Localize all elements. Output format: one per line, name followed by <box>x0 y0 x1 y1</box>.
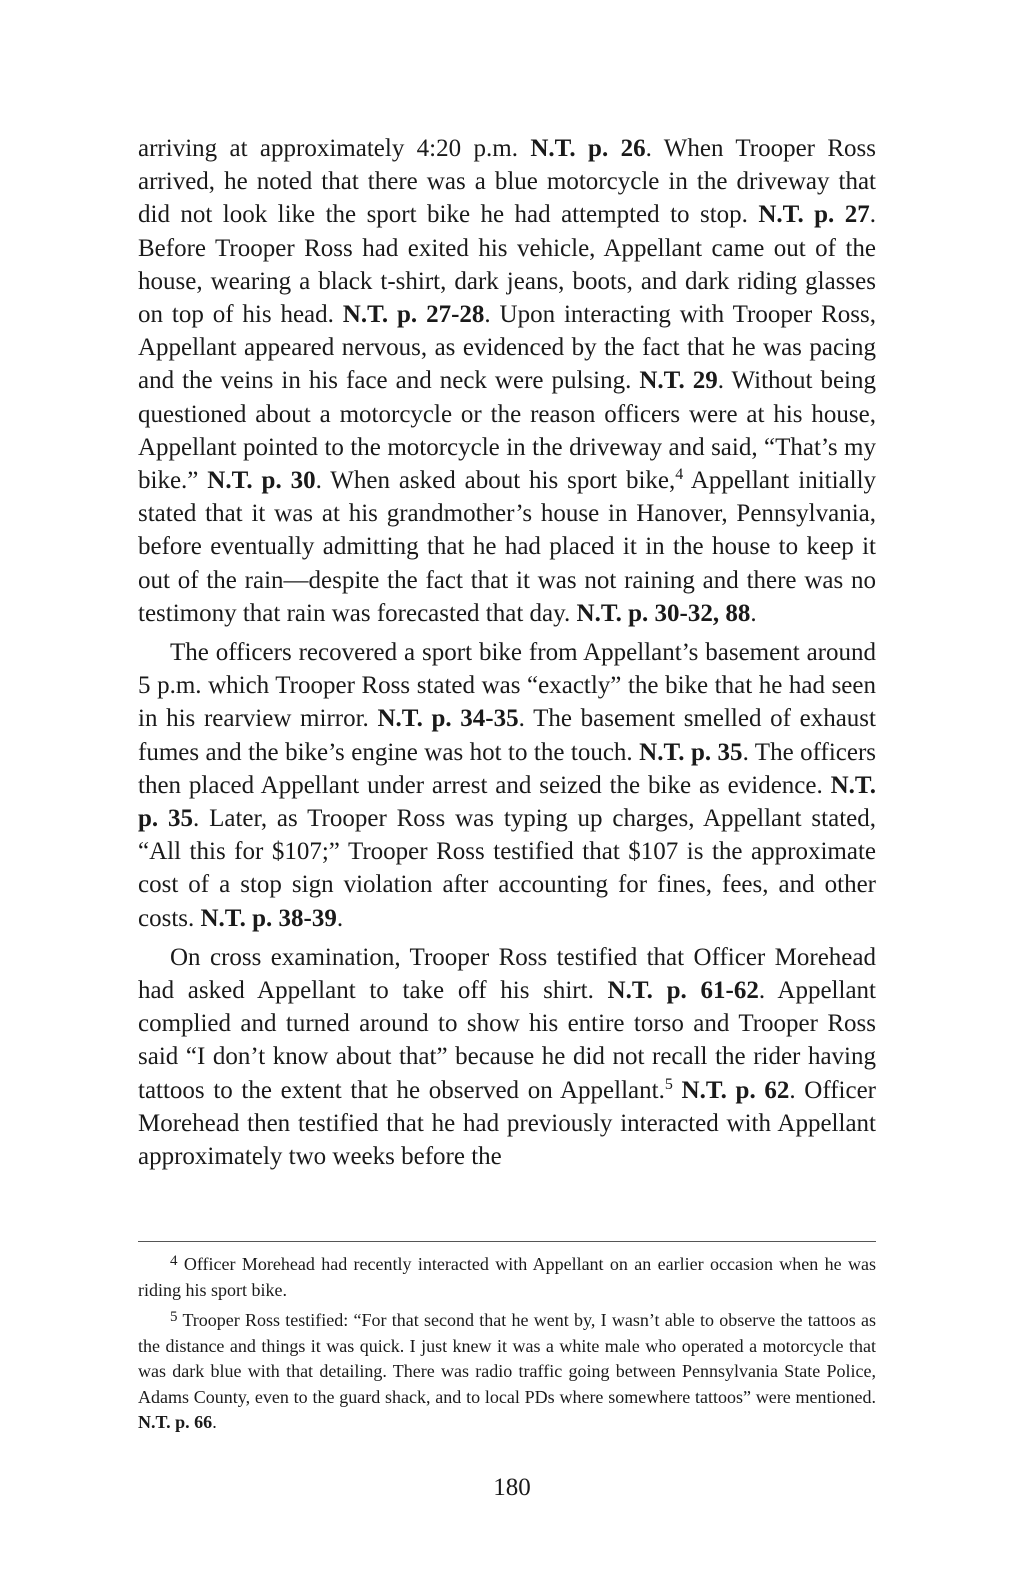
text-run <box>673 1077 682 1104</box>
page-number: 180 <box>493 1474 531 1501</box>
text-run: On cross examination, Trooper Ross testified that Officer Morehead had asked Appellant to take off his shirt. <box>138 943 876 1005</box>
text-run: . Before Trooper Ross had exited his vehicle, Appellant came out of the house, wearing a black t-shirt, dark jeans, boots, and dark riding glasses on top of his head. <box>138 201 877 329</box>
record-citation: N.T. p. 26 <box>530 135 646 162</box>
footnote-5 <box>138 1308 876 1436</box>
text-run: arriving at approximately 4:20 p.m. <box>138 135 531 162</box>
footnote-number: 5 <box>170 1309 178 1325</box>
footnote-text: Trooper Ross testified: “For that second that he went by, I wasn’t able to observe the tattoos as the distance and things it was quick. I just knew it was a white male who operated a motorcycle that was dark blue with that detailing. There was radio traffic going between Pennsylvania State Police, Adams County, even to the guard shack, and to local PDs where somewhere tattoos” were mentioned. <box>138 1310 876 1407</box>
record-citation: N.T. p. 61-62 <box>607 977 759 1005</box>
footnotes <box>138 1252 876 1441</box>
text-run: The officers recovered a sport bike from Appellant’s basement around 5 p.m. which Trooper Ross stated was “exactly” the bike that he had seen in his rearview mirror. <box>138 639 876 733</box>
text-run: . The officers then placed Appellant under arrest and seized the bike as evidence. <box>138 738 877 799</box>
main-body-text <box>138 132 876 1173</box>
record-citation: N.T. p. 27-28 <box>342 301 485 329</box>
record-citation: N.T. p. 34-35 <box>377 705 519 733</box>
record-citation: N.T. p. 30-32, 88 <box>576 599 751 627</box>
record-citation: N.T. p. 35 <box>138 771 876 833</box>
text-run: . Later, as Trooper Ross was typing up charges, Appellant stated, “All this for $107;” Trooper Ross testified that $107 is the approximate cost of a stop sign violation after accounting for fines, fees, and other costs. <box>138 805 876 932</box>
text-run: . <box>336 904 344 932</box>
footnote-divider <box>138 1241 876 1242</box>
record-citation: N.T. 29 <box>639 367 718 395</box>
record-citation: N.T. p. 62 <box>681 1076 790 1104</box>
footnote-marker-4[interactable]: 4 <box>675 466 684 484</box>
paragraph-2 <box>138 636 876 935</box>
footnote-marker-5[interactable]: 5 <box>664 1075 673 1093</box>
footnote-text: . <box>212 1412 217 1432</box>
paragraph-3 <box>138 941 876 1173</box>
text-run: . When asked about his sport bike, <box>315 467 676 495</box>
text-run: Appellant initially stated that it was at his grandmother’s house in Hanover, Pennsylvania, before eventually admitting that he had placed it in the house to keep it out of the rain—despite the fact that it was not raining and there was no testimony that rain was forecasted that day. <box>138 467 877 627</box>
record-citation: N.T. p. 30 <box>207 467 316 495</box>
record-citation: N.T. p. 66 <box>138 1412 213 1432</box>
footnote-number: 4 <box>170 1253 178 1269</box>
text-run: . The basement smelled of exhaust fumes and the bike’s engine was hot to the touch. <box>138 705 876 766</box>
footnote-text: Officer Morehead had recently interacted with Appellant on an earlier occasion when he was riding his sport bike. <box>138 1254 877 1300</box>
record-citation: N.T. p. 35 <box>639 738 743 766</box>
text-run: . When Trooper Ross arrived, he noted that there was a blue motorcycle in the driveway that did not look like the sport bike he had attempted to stop. <box>138 135 876 229</box>
text-run: . Upon interacting with Trooper Ross, Appellant appeared nervous, as evidenced by the fact that he was pacing and the veins in his face and neck were pulsing. <box>138 301 876 395</box>
text-run: . <box>750 599 757 627</box>
record-citation: N.T. p. 38-39 <box>200 904 337 932</box>
paragraph-1 <box>138 132 876 630</box>
text-run: . Appellant complied and turned around to show his entire torso and Trooper Ross said “I don’t know about that” because he did not recall the rider having tattoos to the extent that he observed on Appellant. <box>138 977 876 1104</box>
text-run: . Without being questioned about a motorcycle or the reason officers were at his house, Appellant pointed to the motorcycle in the driveway and said, “That’s my bike.” <box>138 367 877 495</box>
text-run: . Officer Morehead then testified that he had previously interacted with Appellant approximately two weeks before the <box>138 1076 877 1171</box>
footnote-4 <box>138 1252 876 1303</box>
record-citation: N.T. p. 27 <box>758 201 870 229</box>
